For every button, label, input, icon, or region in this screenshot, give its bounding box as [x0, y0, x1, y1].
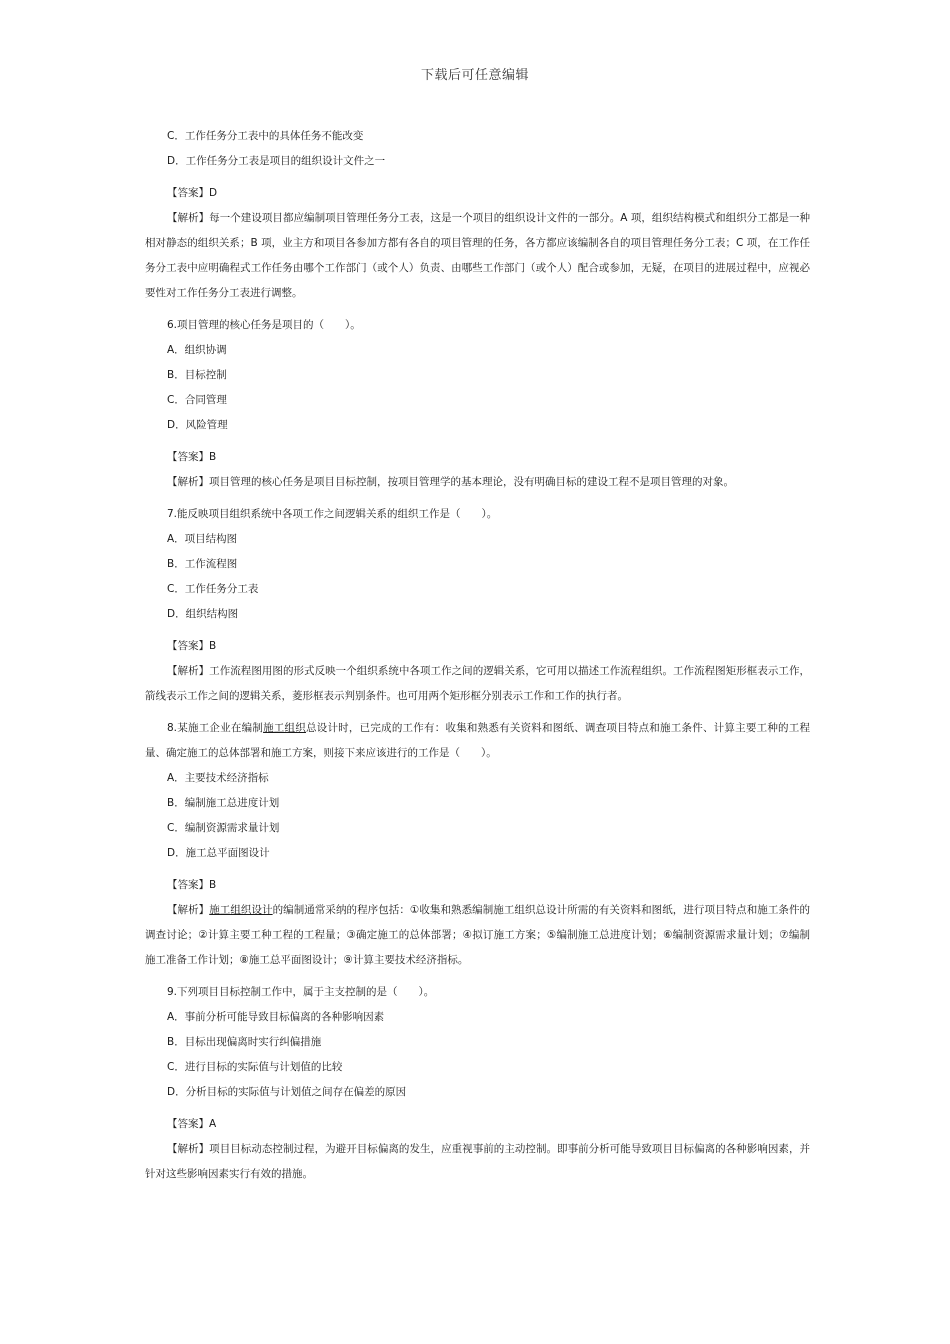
answer: 【答案】D — [167, 187, 218, 199]
answer: 【答案】B — [167, 879, 217, 891]
analysis-prefix: 【解析】 — [167, 904, 210, 916]
option-a: A．组织协调 — [167, 344, 227, 356]
option-c: C．合同管理 — [167, 394, 227, 406]
option-c: C．编制资源需求量计划 — [167, 822, 280, 834]
question-7: 7.能反映项目组织系统中各项工作之间逻辑关系的组织工作是（ ）。 — [167, 508, 498, 520]
answer: 【答案】B — [167, 451, 217, 463]
option-d: D．工作任务分工表是项目的组织设计文件之一 — [167, 155, 386, 167]
analysis — [145, 898, 810, 973]
answer: 【答案】A — [167, 1118, 217, 1130]
option-b: B．工作流程图 — [167, 558, 238, 570]
option-c: C．进行目标的实际值与计划值的比较 — [167, 1061, 343, 1073]
option-b: B．目标控制 — [167, 369, 227, 381]
analysis: 【解析】项目目标动态控制过程，为避开目标偏离的发生，应重视事前的主动控制。即事前分析可能导致项目目标偏离的各种影响因素，并针对这些影响因素实行有效的措施。 — [145, 1143, 810, 1180]
document-body — [145, 124, 810, 1187]
option-d: D．组织结构图 — [167, 608, 239, 620]
question-8-prefix: 8.某施工企业在编制 — [167, 722, 264, 734]
option-d: D．风险管理 — [167, 419, 228, 431]
question-9: 9.下列项目目标控制工作中，属于主支控制的是（ ）。 — [167, 986, 435, 998]
question-8-link[interactable]: 施工组织 — [263, 722, 306, 734]
question-8 — [145, 716, 810, 766]
question-6: 6.项目管理的核心任务是项目的（ ）。 — [167, 319, 361, 331]
analysis: 【解析】每一个建设项目都应编制项目管理任务分工表，这是一个项目的组织设计文件的一部分。A 项，组织结构模式和组织分工都是一种相对静态的组织关系；B 项，业主方和项目各参加方都有各自的项目管理的任务，各方都应该编制各自的项目管理任务分工表；C 项，在工作任务分工表中应明确程式工作任务由哪个工作部门（或个人）负责、由哪些工作部门（或个人）配合或参加，无疑，在项目的进展过程中，应视必要性对工作任务分工表进行调整。 — [145, 212, 810, 299]
option-d: D．分析目标的实际值与计划值之间存在偏差的原因 — [167, 1086, 407, 1098]
analysis: 【解析】项目管理的核心任务是项目目标控制，按项目管理学的基本理论，没有明确目标的建设工程不是项目管理的对象。 — [167, 476, 734, 488]
option-b: B．目标出现偏离时实行纠偏措施 — [167, 1036, 322, 1048]
analysis-suffix: 的编制通常采纳的程序包括：①收集和熟悉编制施工组织总设计所需的有关资料和图纸，进行项目特点和施工条件的调查讨论；②计算主要工种工程的工程量；③确定施工的总体部署；④拟订施工方案；⑤编制施工总进度计划；⑥编制资源需求量计划；⑦编制施工准备工作计划；⑧施工总平面图设计；⑨计算主要技术经济指标。 — [145, 904, 811, 966]
option-d: D．施工总平面图设计 — [167, 847, 270, 859]
option-a: A．项目结构图 — [167, 533, 238, 545]
option-a: A．事前分析可能导致目标偏离的各种影响因素 — [167, 1011, 385, 1023]
option-a: A．主要技术经济指标 — [167, 772, 269, 784]
question-8-suffix: 总设计时，已完成的工作有：收集和熟悉有关资料和图纸、调查项目特点和施工条件、计算主要工种的工程量、确定施工的总体部署和施工方案，则接下来应该进行的工作是（ ）。 — [145, 722, 810, 759]
analysis-link[interactable]: 施工组织设计 — [209, 904, 273, 916]
option-c: C．工作任务分工表 — [167, 583, 259, 595]
answer: 【答案】B — [167, 640, 217, 652]
analysis: 【解析】工作流程图用图的形式反映一个组织系统中各项工作之间的逻辑关系，它可用以描述工作流程组织。工作流程图矩形框表示工作，箭线表示工作之间的逻辑关系，菱形框表示判别条件。也可用两个矩形框分别表示工作和工作的执行者。 — [145, 665, 810, 702]
option-c: C．工作任务分工表中的具体任务不能改变 — [167, 130, 364, 142]
page-header: 下载后可任意编辑 — [420, 68, 529, 83]
option-b: B．编制施工总进度计划 — [167, 797, 280, 809]
